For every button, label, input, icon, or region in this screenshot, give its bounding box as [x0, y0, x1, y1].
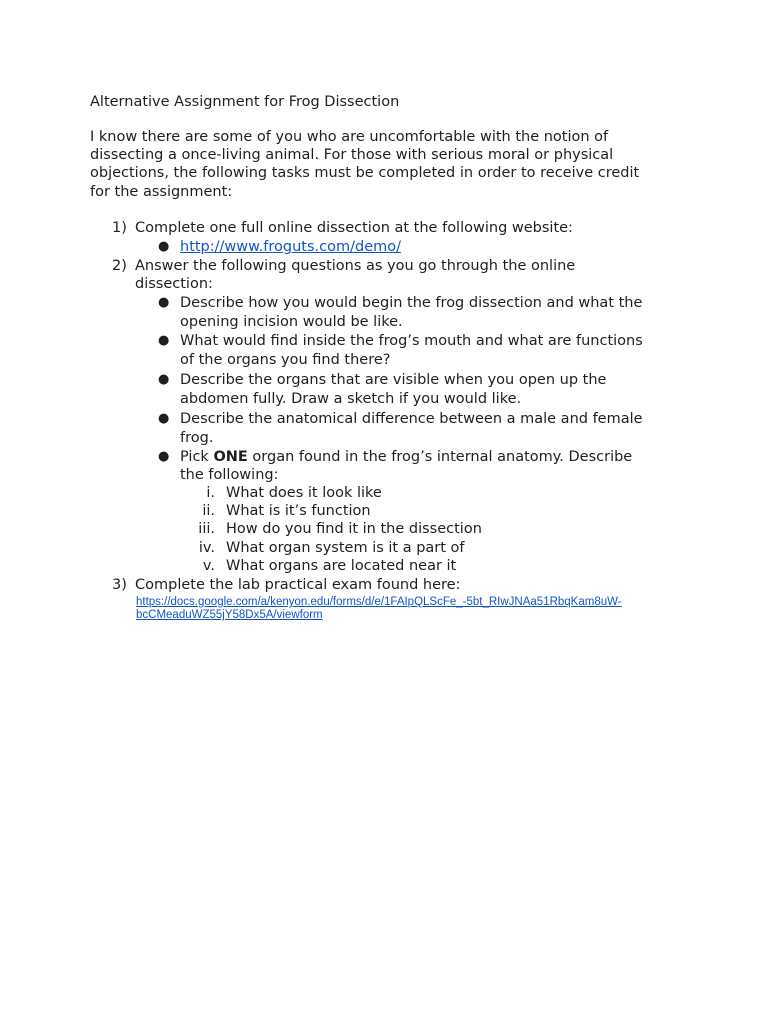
question-text: frog.: [180, 430, 214, 446]
sub-item-text: What is it’s function: [226, 503, 371, 519]
roman-numeral: iv.: [198, 540, 215, 556]
question-suffix: organ found in the frog’s internal anatomy. Describe: [247, 449, 633, 465]
question-text: the following:: [180, 467, 279, 483]
task-number: 2): [112, 258, 127, 274]
emphasis-one: ONE: [213, 449, 248, 465]
task-number: 3): [112, 577, 127, 593]
intro-line: for the assignment:: [90, 183, 233, 200]
question-text: What would find inside the frog’s mouth and what are functions: [180, 333, 643, 349]
question-text: opening incision would be like.: [180, 314, 403, 330]
document-title: Alternative Assignment for Frog Dissection: [90, 94, 400, 110]
question-text: Describe the organs that are visible when you open up the: [180, 372, 607, 388]
question-text: abdomen fully. Draw a sketch if you would like.: [180, 391, 522, 407]
question-text: Describe how you would begin the frog dissection and what the: [180, 295, 643, 311]
sub-item-text: How do you find it in the dissection: [226, 521, 482, 537]
task-text: Answer the following questions as you go through the online: [135, 258, 576, 274]
task-text: dissection:: [135, 276, 213, 292]
bullet-icon: ●: [158, 295, 170, 310]
roman-numeral: i.: [206, 485, 215, 501]
question-text: Describe the anatomical difference between a male and female: [180, 411, 643, 427]
task-number: 1): [112, 220, 127, 236]
task-text: Complete the lab practical exam found here:: [135, 577, 461, 593]
google-form-link[interactable]: bcCMeaduWZ55jY58Dx5A/viewform: [136, 609, 323, 621]
bullet-icon: ●: [158, 449, 170, 464]
sub-item-text: What organ system is it a part of: [226, 540, 465, 556]
bullet-icon: ●: [158, 372, 170, 387]
intro-line: dissecting a once-living animal. For those with serious moral or physical: [90, 147, 614, 164]
sub-item-text: What does it look like: [226, 485, 382, 501]
bullet-icon: ●: [158, 411, 170, 426]
google-form-link[interactable]: https://docs.google.com/a/kenyon.edu/forms/d/e/1FAIpQLScFe_-5bt_RIwJNAa51RbqKam8uW-: [136, 596, 622, 608]
intro-paragraph: [90, 128, 680, 201]
froguts-link[interactable]: http://www.froguts.com/demo/: [180, 239, 401, 255]
question-text: of the organs you find there?: [180, 352, 391, 368]
question-text: [180, 448, 632, 467]
intro-line: I know there are some of you who are uncomfortable with the notion of: [90, 129, 609, 145]
roman-numeral: ii.: [202, 503, 215, 519]
intro-line: objections, the following tasks must be completed in order to receive credit: [90, 165, 640, 182]
bullet-icon: ●: [158, 333, 170, 348]
roman-numeral: v.: [202, 558, 215, 574]
sub-item-text: What organs are located near it: [226, 558, 457, 574]
roman-numeral: iii.: [198, 521, 215, 537]
question-prefix: Pick: [180, 449, 214, 465]
task-text: Complete one full online dissection at the following website:: [135, 220, 573, 236]
bullet-icon: ●: [158, 239, 170, 254]
